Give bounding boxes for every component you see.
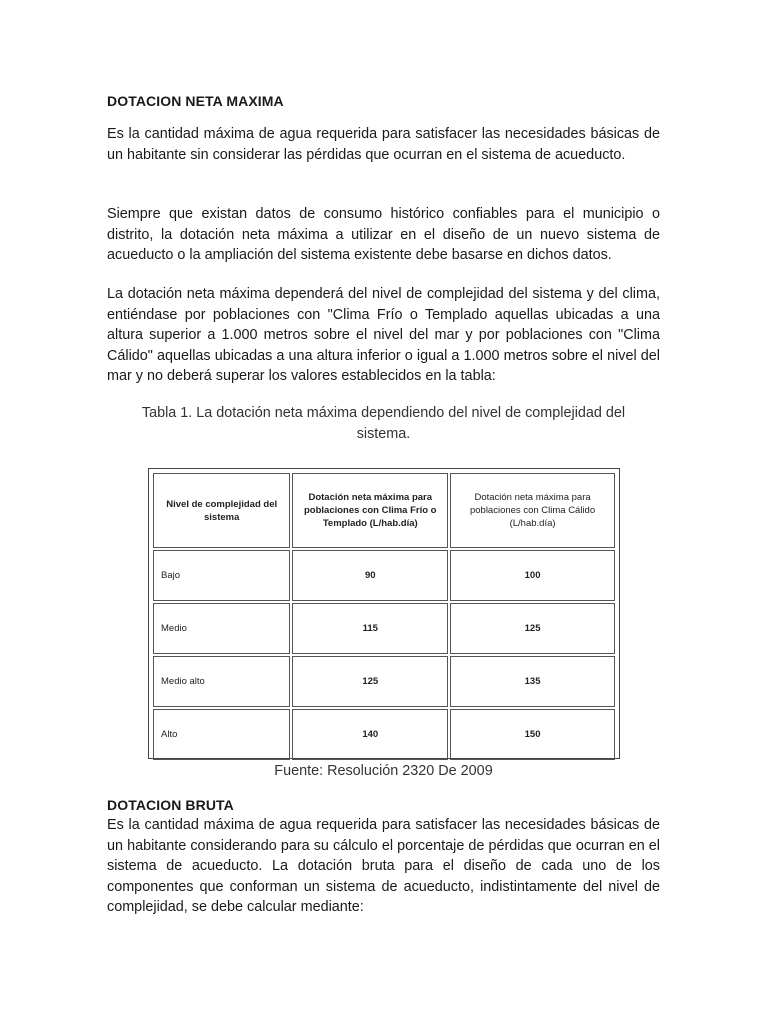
paragraph-neta-definition: Es la cantidad máxima de agua requerida para satisfacer las necesidades básicas de un habitante sin considerar las pérdidas que ocurran en el sistema de acueducto. bbox=[107, 126, 660, 163]
table-row bbox=[153, 656, 615, 707]
table-row bbox=[153, 603, 615, 654]
table-row bbox=[153, 709, 615, 760]
cell-warm: 150 bbox=[450, 709, 615, 760]
cell-level: Medio alto bbox=[153, 656, 290, 707]
paragraph-neta-climate: La dotación neta máxima dependerá del nivel de complejidad del sistema y del clima, entiéndase por poblaciones con "Clima Frío o Templado aquellas ubicadas a una altura superior a 1.000 metros sobre el nivel del mar y por poblaciones con "Clima Cálido" aquellas ubicadas a una altura inferior o igual a 1.000 metros sobre el nivel del mar y no deberá superar los valores establecidos en la tabla: bbox=[107, 286, 660, 384]
section-title-dotacion-bruta: DOTACION BRUTA bbox=[107, 797, 234, 813]
paragraph-neta-historical-data: Siempre que existan datos de consumo histórico confiables para el municipio o distrito, la dotación neta máxima a utilizar en el diseño de un nuevo sistema de acueducto o la ampliación del sistema existente debe basarse en dichos datos. bbox=[107, 206, 660, 263]
dotacion-table bbox=[151, 471, 617, 762]
table-header-row bbox=[153, 473, 615, 548]
cell-cold: 125 bbox=[292, 656, 448, 707]
section-title-dotacion-neta: DOTACION NETA MAXIMA bbox=[107, 93, 284, 109]
column-header-level: Nivel de complejidad del sistema bbox=[153, 473, 290, 548]
table-caption: Tabla 1. La dotación neta máxima dependiendo del nivel de complejidad del sistema. bbox=[141, 405, 626, 442]
cell-level: Medio bbox=[153, 603, 290, 654]
cell-warm: 125 bbox=[450, 603, 615, 654]
cell-warm: 100 bbox=[450, 550, 615, 601]
dotacion-table-frame bbox=[148, 468, 620, 759]
cell-cold: 90 bbox=[292, 550, 448, 601]
cell-warm: 135 bbox=[450, 656, 615, 707]
cell-level: Bajo bbox=[153, 550, 290, 601]
cell-cold: 140 bbox=[292, 709, 448, 760]
cell-level: Alto bbox=[153, 709, 290, 760]
table-row bbox=[153, 550, 615, 601]
column-header-cold-climate: Dotación neta máxima para poblaciones con Clima Frío o Templado (L/hab.día) bbox=[292, 473, 448, 548]
cell-cold: 115 bbox=[292, 603, 448, 654]
column-header-warm-climate: Dotación neta máxima para poblaciones con Clima Cálido (L/hab.día) bbox=[450, 473, 615, 548]
table-source: Fuente: Resolución 2320 De 2009 bbox=[274, 763, 493, 779]
paragraph-bruta-definition: Es la cantidad máxima de agua requerida para satisfacer las necesidades básicas de un habitante considerando para su cálculo el porcentaje de pérdidas que ocurran en el sistema de acueducto. La dotación bruta para el diseño de cada uno de los componentes que conforman un sistema de acueducto, indistintamente del nivel de complejidad, se debe calcular mediante: bbox=[107, 817, 660, 915]
